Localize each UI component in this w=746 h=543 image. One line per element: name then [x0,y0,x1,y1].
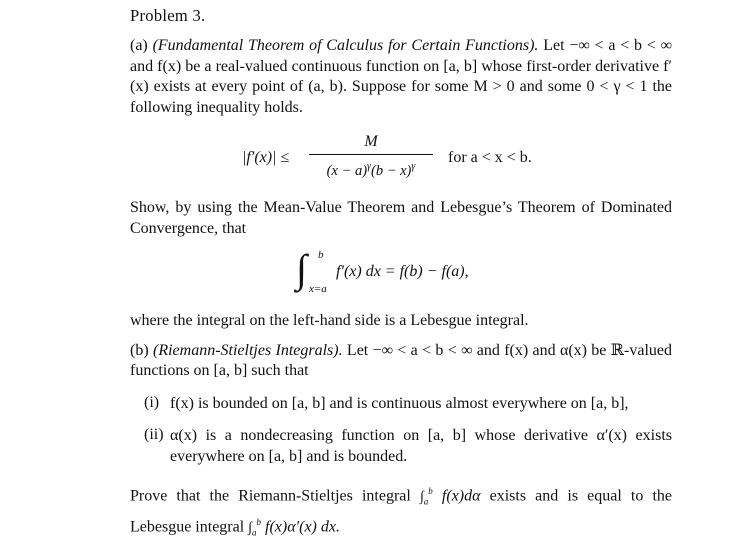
condition-text-i: f(x) is bounded on [a, b] and is continuous almost everywhere on [a, b], [170,394,629,412]
condition-text-ii: α(x) is a nondecreasing function on [a, b] whose derivative α′(x) exists everywhere on [a, b] and is bounded. [170,427,672,465]
den-factor-a: (x − a) [326,163,368,179]
condition-label-ii: (ii) [144,426,164,443]
part-a-title: (Fundamental Theorem of Calculus for Certain Functions). [152,37,539,54]
part-a-intro-paragraph [130,36,672,118]
condition-item-ii [130,426,672,467]
rs-integrand: f(x)dα [441,487,481,505]
integral-display [130,246,672,299]
fraction-bar [309,154,433,155]
integral-upper-limit: b [318,249,324,261]
lebesgue-upper-limit: b [256,517,262,528]
lebesgue-note: where the integral on the left-hand side is a Lebesgue integral. [130,312,529,329]
gamma-exponent-1: γ [367,161,371,172]
integral-equation: f′(x) dx = f(b) − f(a), [336,263,469,280]
lebesgue-lower-limit: a [252,527,257,538]
show-paragraph: Show, by using the Mean-Value Theorem and Lebesgue’s Theorem of Dominated Convergence, that [130,199,672,237]
part-a-intro: Let −∞ < a < b < ∞ and f(x) be a real-valued continuous function on [a, b] whose first-order derivative f′(x) exists at every point of (a, b). Suppose for some M > 0 and some 0 < γ < 1 the following inequality holds. [130,37,673,116]
prove-paragraph [130,481,672,543]
integral-lower-limit: x=a [309,283,327,295]
part-b-intro-paragraph [130,341,672,382]
problem-heading-text: Problem 3. [130,6,206,25]
rs-integral-sign: ∫ [419,489,424,505]
lebesgue-integrand: f(x)α′(x) dx. [265,518,340,536]
problem-page [130,6,672,543]
condition-item-i [130,394,672,415]
inequality-condition: for a < x < b. [448,149,532,166]
lebesgue-integral-sign: ∫ [248,520,253,536]
gamma-exponent-2: γ [411,161,416,172]
part-a-label: (a) [130,37,148,54]
prove-text-2: exists and is equal to the Lebesgue integral [130,487,673,536]
den-factor-b: (b − x) [371,163,412,179]
inequality-fraction [309,132,433,181]
rs-upper-limit: b [428,486,433,496]
inequality-lhs: |f′(x)| ≤ [242,149,290,166]
part-b-intro: Let −∞ < a < b < ∞ and f(x) and α(x) be ℝ-valued functions on [a, b] such that [130,341,673,379]
inequality-display [130,132,672,188]
fraction-numerator: M [364,133,378,150]
part-b-title: (Riemann-Stieltjes Integrals). [152,341,343,359]
prove-text-1: Prove that the Riemann-Stieltjes integral [130,487,411,505]
fraction-denominator [309,157,433,181]
part-b-label: (b) [130,341,149,359]
integral-sign: ∫ [296,246,307,291]
rs-lower-limit: a [423,496,429,507]
condition-label-i: (i) [144,393,160,411]
problem-heading [130,6,672,26]
